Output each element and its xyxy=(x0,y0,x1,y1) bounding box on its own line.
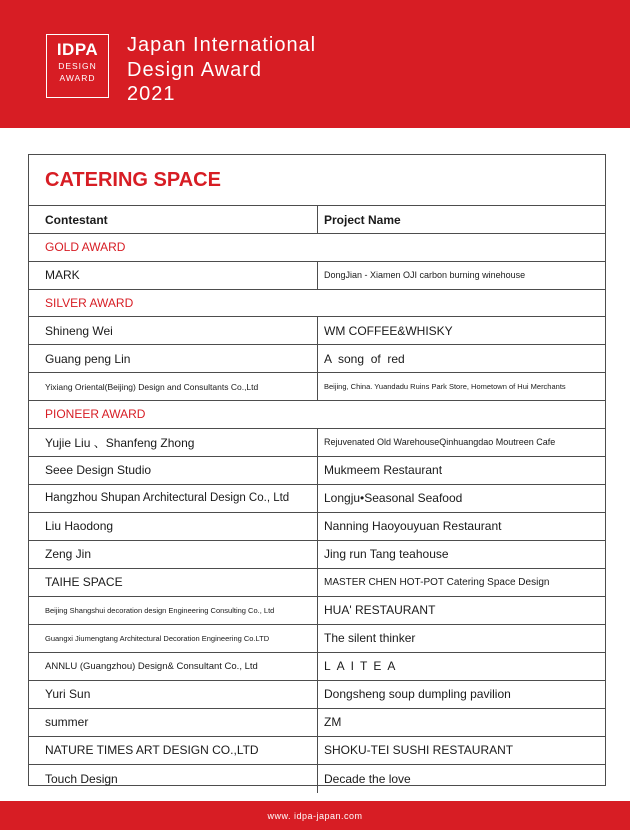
table-row xyxy=(29,541,605,569)
project-cell: Longju•Seasonal Seafood xyxy=(317,485,605,512)
footer-banner xyxy=(0,801,630,830)
table-row xyxy=(29,765,605,793)
project-cell: A song of red xyxy=(317,345,605,372)
table-row xyxy=(29,597,605,625)
table-row xyxy=(29,625,605,653)
table-row xyxy=(29,429,605,457)
project-cell: Mukmeem Restaurant xyxy=(317,457,605,484)
table-row xyxy=(29,709,605,737)
table-row xyxy=(29,737,605,765)
contestant-cell: Yixiang Oriental(Beijing) Design and Consultants Co.,Ltd xyxy=(45,381,259,392)
project-cell: Decade the love xyxy=(317,765,605,793)
contestant-cell: Liu Haodong xyxy=(45,519,114,533)
project-cell: SHOKU-TEI SUSHI RESTAURANT xyxy=(317,737,605,764)
project-cell: Nanning Haoyouyuan Restaurant xyxy=(317,513,605,540)
contestant-cell: summer xyxy=(45,715,89,729)
contestant-cell: MARK xyxy=(45,268,80,282)
contestant-cell: Guangxi Jiumengtang Architectural Decoration Engineering Co.LTD xyxy=(45,633,270,643)
project-cell: Dongsheng soup dumpling pavilion xyxy=(317,681,605,708)
idpa-logo xyxy=(46,34,109,98)
contestant-cell: Guang peng Lin xyxy=(45,351,131,366)
table-row xyxy=(29,317,605,345)
category-pioneer-award: PIONEER AWARD xyxy=(29,401,605,429)
award-title-line1: Japan International xyxy=(127,34,317,56)
award-title-line2: Design Award xyxy=(127,58,263,81)
project-cell: The silent thinker xyxy=(317,625,605,652)
logo-line-award: AWARD xyxy=(59,73,96,83)
footer-url: www. idpa-japan.com xyxy=(267,810,363,821)
project-cell: Jing run Tang teahouse xyxy=(317,541,605,568)
results-table xyxy=(28,154,606,786)
award-title xyxy=(127,33,316,107)
project-cell: WM COFFEE&WHISKY xyxy=(317,317,605,344)
table-row xyxy=(29,653,605,681)
table-row xyxy=(29,569,605,597)
table-row xyxy=(29,457,605,485)
table-row xyxy=(29,485,605,513)
contestant-cell: ANNLU (Guangzhou) Design& Consultant Co., Ltd xyxy=(45,660,258,672)
section-title: CATERING SPACE xyxy=(29,155,605,206)
logo-line-design: DESIGN xyxy=(58,61,97,71)
project-cell: DongJian - Xiamen OJI carbon burning winehouse xyxy=(317,262,605,289)
column-header-project: Project Name xyxy=(317,206,605,233)
column-header-contestant: Contestant xyxy=(45,212,108,227)
contestant-cell: NATURE TIMES ART DESIGN CO.,LTD xyxy=(45,743,259,757)
category-gold-award: GOLD AWARD xyxy=(29,234,605,262)
contestant-cell: Shineng Wei xyxy=(45,323,113,338)
logo-mark: IDPA xyxy=(56,40,99,59)
contestant-cell: Yujie Liu 、Shanfeng Zhong xyxy=(45,435,195,450)
table-row xyxy=(29,262,605,290)
contestant-cell: Beijing Shangshui decoration design Engineering Consulting Co., Ltd xyxy=(45,605,275,615)
contestant-cell: TAIHE SPACE xyxy=(45,575,123,589)
table-row xyxy=(29,681,605,709)
table-row xyxy=(29,373,605,401)
contestant-cell: Seee Design Studio xyxy=(45,463,152,477)
project-cell: LAITEA xyxy=(317,653,605,680)
project-cell: Beijing, China. Yuandadu Ruins Park Store, Hometown of Hui Merchants xyxy=(317,373,605,400)
header-banner xyxy=(0,0,630,128)
award-title-year: 2021 xyxy=(127,83,176,105)
project-cell: Rejuvenated Old WarehouseQinhuangdao Moutreen Cafe xyxy=(317,429,605,456)
contestant-cell: Yuri Sun xyxy=(45,687,91,701)
project-cell: MASTER CHEN HOT-POT Catering Space Design xyxy=(317,569,605,596)
project-cell: HUA' RESTAURANT xyxy=(317,597,605,624)
table-row xyxy=(29,345,605,373)
table-header-row xyxy=(29,206,605,234)
contestant-cell: Hangzhou Shupan Architectural Design Co., Ltd xyxy=(45,492,290,504)
contestant-cell: Touch Design xyxy=(45,771,118,786)
project-cell: ZM xyxy=(317,709,605,736)
category-silver-award: SILVER AWARD xyxy=(29,290,605,318)
contestant-cell: Zeng Jin xyxy=(45,547,92,561)
table-row xyxy=(29,513,605,541)
